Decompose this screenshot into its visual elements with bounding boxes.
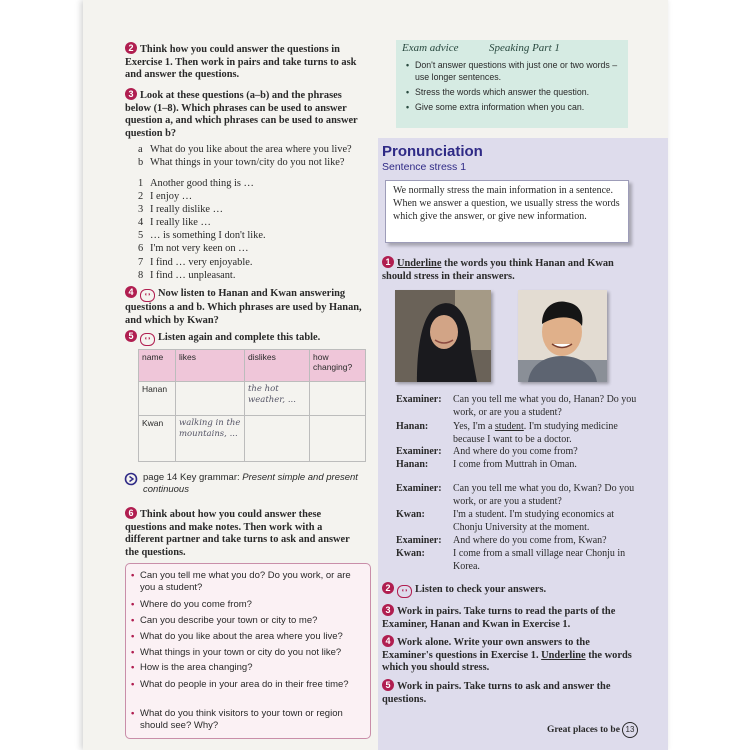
exercise-number: 3: [382, 604, 394, 616]
table-cell[interactable]: [310, 416, 366, 462]
exercise-number: 2: [125, 42, 137, 54]
table-cell[interactable]: [176, 382, 245, 416]
table-cell: Kwan: [139, 416, 176, 462]
photo-hanan: [395, 290, 491, 382]
list-item: • Give some extra information when you can.: [406, 102, 585, 112]
audio-icon[interactable]: ◖◗: [397, 585, 412, 598]
questions-box: [125, 563, 371, 739]
list-item: • Don't answer questions with just one or two words – use longer sentences.: [406, 60, 618, 82]
table-header-row: [139, 350, 366, 382]
exercise-2: [125, 42, 375, 82]
pron-exercise-1: 1 Underline the words you think Hanan and Kwan should stress in their answers.: [382, 257, 614, 282]
pronunciation-subtitle: Sentence stress 1: [382, 161, 467, 173]
list-item: • How is the area changing?: [131, 662, 253, 673]
table-cell: Hanan: [139, 382, 176, 416]
pron-exercise-3: 3 Work in pairs. Take turns to read the parts of the Examiner, Hanan and Kwan in Exercise 1.: [382, 605, 616, 630]
list-item: • Where do you come from?: [131, 599, 252, 610]
list-item: 2 I enjoy …: [138, 191, 193, 203]
list-item: • Stress the words which answer the question.: [406, 87, 590, 97]
exercise-number: 3: [125, 88, 137, 100]
exercise-number: 6: [125, 507, 137, 519]
exercise-6: [125, 507, 357, 559]
exercise-text: Think how you could answer the questions in Exercise 1. Then work in pairs and take turns to ask and answer the questions.: [125, 44, 357, 81]
table-header: name: [139, 350, 176, 382]
exercise-number: 5: [382, 679, 394, 691]
list-item: 7 I find … very enjoyable.: [138, 256, 253, 268]
table-row: [139, 416, 366, 462]
exercise-4: [125, 286, 365, 327]
exercise-number: 4: [382, 635, 394, 647]
exercise-5: [125, 330, 365, 346]
exam-advice-subtitle: Speaking Part 1: [489, 42, 560, 54]
table-cell[interactable]: [310, 382, 366, 416]
list-item: • Can you describe your town or city to me?: [131, 615, 318, 626]
list-item: 3 I really dislike …: [138, 204, 224, 216]
pronunciation-title: Pronunciation: [382, 143, 483, 160]
table-header: how changing?: [310, 350, 366, 382]
list-item: b What things in your town/city do you not like?: [138, 157, 345, 169]
pron-exercise-5: 5 Work in pairs. Take turns to ask and answer the questions.: [382, 680, 611, 705]
table-row: [139, 382, 366, 416]
exercise-number: 1: [382, 256, 394, 268]
list-item: 6 I'm not very keen on …: [138, 243, 249, 255]
list-item: 5 … is something I don't like.: [138, 230, 266, 242]
exercise-number: 5: [125, 330, 137, 342]
exercise-3: [125, 88, 365, 140]
exercise-text: Think about how you could answer these questions and make notes. Then work with a different partner and take turns to ask and answer the questions.: [125, 509, 350, 558]
list-item: • What do people in your area do in their free time?: [131, 679, 349, 690]
table-header: dislikes: [245, 350, 310, 382]
list-item: a What do you like about the area where you live?: [138, 144, 352, 155]
phrase-list: [138, 177, 266, 282]
audio-icon[interactable]: ◖◗: [140, 333, 155, 346]
handwritten-answer[interactable]: the hot weather, ...: [245, 382, 310, 416]
info-box: [385, 180, 629, 243]
audio-icon[interactable]: ◖◗: [140, 289, 155, 302]
arrow-icon: [124, 472, 138, 486]
pron-exercise-4: 4 Work alone. Write your own answers to the Examiner's questions in Exercise 1. Underline the words which you should stress.: [382, 636, 632, 674]
list-item: • Can you tell me what you do? Do you work, or are you a student?: [131, 570, 351, 593]
exercise-text: Now listen to Hanan and Kwan answering questions a and b. Which phrases are used by Hanan, and which by Kwan?: [125, 288, 362, 326]
grammar-reference[interactable]: page 14 Key grammar: Present simple and present continuous: [143, 472, 358, 495]
info-text: We normally stress the main information in a sentence. When we answer a question, we usually stress the words which give the answer, or give new information.: [393, 185, 620, 222]
answer-table: [138, 349, 366, 462]
page-number: 13: [622, 722, 638, 738]
footer-title: Great places to be: [547, 725, 620, 735]
pron-exercise-2: 2 ◖◗ Listen to check your answers.: [382, 582, 642, 598]
exercise-text: Listen again and complete this table.: [158, 332, 321, 343]
exam-advice-title: Exam advice: [402, 42, 459, 54]
list-item: 8 I find … unpleasant.: [138, 269, 236, 281]
list-item: 4 I really like …: [138, 217, 211, 229]
table-header: likes: [176, 350, 245, 382]
photo-kwan: [518, 290, 607, 382]
exercise-number: 4: [125, 286, 137, 298]
question-list: [138, 143, 352, 169]
list-item: 1 Another good thing is …: [138, 178, 254, 189]
handwritten-answer[interactable]: walking in the mountains, ...: [176, 416, 245, 462]
table-cell[interactable]: [245, 416, 310, 462]
list-item: • What things in your town or city do you not like?: [131, 647, 342, 658]
list-item: • What do you think visitors to your town or region should see? Why?: [131, 708, 343, 731]
exercise-text: Look at these questions (a–b) and the phrases below (1–8). Which phrases can be used to answer question a, and which phrases can be used to answer question b?: [125, 90, 358, 139]
list-item: • What do you like about the area where you live?: [131, 631, 343, 642]
exercise-number: 2: [382, 582, 394, 594]
exam-advice-box: [396, 40, 628, 128]
